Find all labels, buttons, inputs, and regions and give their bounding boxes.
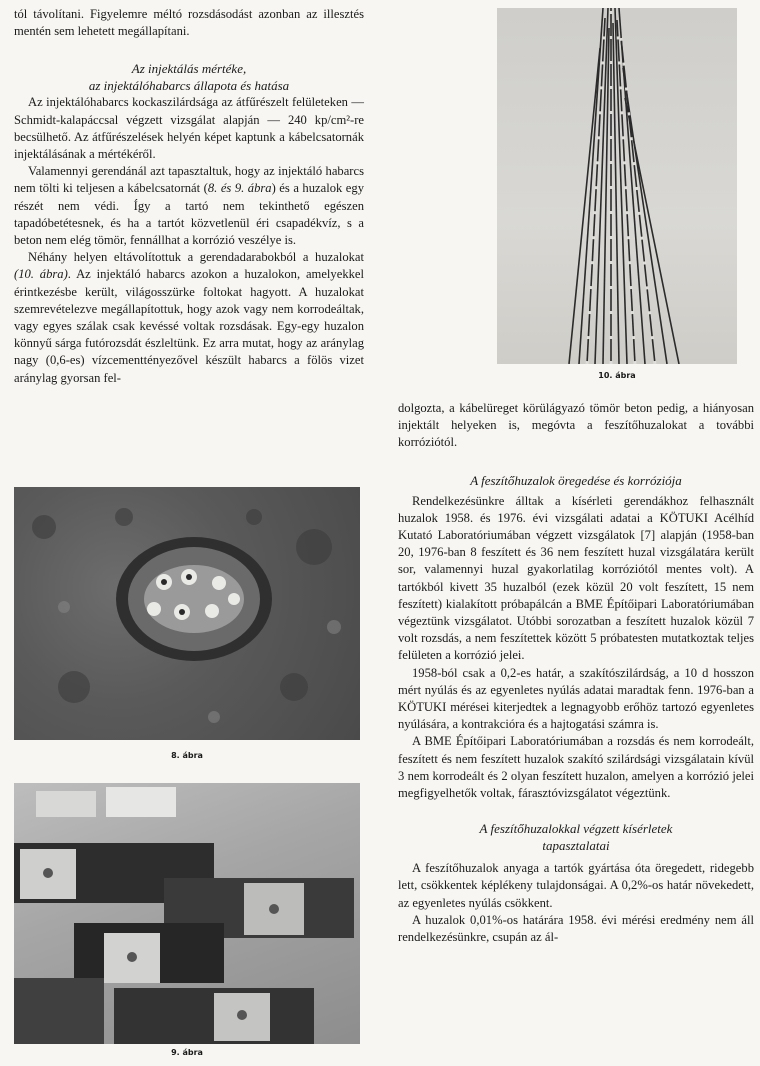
section-heading-injection-line2: az injektálóhabarcs állapota és hatása: [88, 78, 290, 94]
section-heading-aging-corrosion: A feszítőhuzalok öregedése és korróziója: [470, 472, 682, 488]
duct-cross-section-graphic: [14, 487, 360, 740]
figure-9-caption: 9. ábra: [171, 1048, 203, 1057]
paragraph-bme-tests: A BME Építőipari Laboratóriumában a rozsdás és nem korrodeált, feszített és nem feszített huzalok szakító szilárdsági vizsgálatain kívül 3 nem korrodeált és 2 olyan feszített huzalon, amelyen a korrózió jelei megfigyelhetők voltak, fárasztóvizsgálatot végeztünk.: [398, 734, 754, 801]
section-heading-injection-line1: Az injektálás mértéke,: [131, 61, 247, 77]
figure-8-caption: 8. ábra: [171, 751, 203, 760]
paragraph-test-data: Rendelkezésünkre álltak a kísérleti gerendákhoz felhasznált huzalok 1958. és 1976. évi vizsgálati adatai a KÖTUKI Acélhíd Kutató Laboratóriumában végzett vizsgálatok [7] alapján (1958-ban 20, 1976-ban 8 feszített és 36 nem feszített huzal vizsgálatára került sor, valamennyi huzal gyakorlatilag korróziótól mentes volt). A tartókból kivett 35 huzalból (ezek közül 20 volt feszített, 15 nem feszített) kialakított próbapálcán a BME Építőipari Laboratóriumában végeztünk vizsgálatot. Utóbbi sorozatban a feszített huzalok közül 7 volt rozsdás, a nem feszítettek között 5 próbatesten mutatkoztak teljes felületen a korrózió jelei.: [398, 493, 754, 663]
figure-reference: (10. ábra): [14, 267, 68, 282]
paragraph-mortar-strength: Az injektálóhabarcs kockaszilárdsága az átfűrészelt felületeken — Schmidt-kalapáccsal végzett vizsgálat alapján — 240 kp/cm²-re becsülhető. Az átfűrészelések helyén képet kaptunk a kábelcsatornák injektálásának a mértékéről.: [14, 95, 364, 162]
wire-bundle-graphic: [497, 8, 737, 364]
left-column-text: [14, 6, 364, 387]
paragraph-wire-removal: Néhány helyen eltávolítottuk a gerendadarabokból a huzalokat (10. ábra). Az injektáló habarcs azokon a huzalokon, amelyekkel érintkezésbe került, világosszürke foltokat hagyott. A huzalokat szemrevételezve megállapítottuk, hogy azok vagy nem korrodeáltak, vagy egyes szálak csak kevéssé voltak rozsdásak. Egy-egy huzalon könnyű sárga futórozsdát észleltünk. Ez arra mutat, hogy az aránylag nagy (0,6-es) vízcementtényezővel készült habarcs a fölös vizet aránylag gyorsan fel-: [14, 250, 364, 385]
paragraph-aging: A feszítőhuzalok anyaga a tartók gyártása óta öregedett, ridegebb lett, csökkentek képlékeny tulajdonságai. A 0,2%-os határ növekedett, az egyenletes nyúlás csökkent.: [398, 861, 754, 910]
paragraph-injection-extent: Valamennyi gerendánál azt tapasztaltuk, hogy az injektáló habarcs nem tölti ki teljesen a kábelcsatornát (8. és 9. ábra) és a huzalok egy részét nem védi. Így a tartó nem tekinthető egészen tapadóbetétesnek, és ha a tartót közvetlenül éri csapadékvíz, s a beton nem elég tömör, fennállhat a korrózió veszélye is.: [14, 164, 364, 248]
figure-reference: 8. és 9. ábra: [207, 181, 272, 196]
intro-paragraph: tól távolítani. Figyelemre méltó rozsdásodást azonban az illesztés mentén sem lehetett megállapítani.: [14, 7, 364, 39]
paragraph-0.01-limit: A huzalok 0,01%-os határára 1958. évi mérési eredmény nem áll rendelkezésünkre, csupán az ál-: [398, 912, 754, 945]
paragraph-1958-data: 1958-ból csak a 0,2-es határ, a szakítószilárdság, a 10 d hosszon mért nyúlás és az egyenletes nyúlás adatai maradtak fenn. 1976-ban a KÖTUKI mérései kiterjedtek a legnagyobb erőhöz tartozó egyenletes nyúlására, a kontrakcióra és a hajtogatási számra is.: [398, 665, 754, 732]
beam-pieces-graphic: [14, 783, 360, 1044]
figure-8-duct-photo: [14, 487, 360, 740]
figure-10-caption: 10. ábra: [598, 371, 636, 380]
right-column-text: [398, 400, 754, 946]
section-heading-experiences-line2: tapasztalatai: [542, 838, 610, 854]
continuation-paragraph: dolgozta, a kábelüreget körülágyazó tömör beton pedig, a hiányosan injektált helyeken is, megóvta a feszítőhuzalokat a további korróziótól.: [398, 401, 754, 450]
figure-10-wires-photo: [497, 8, 737, 364]
section-heading-experiences-line1: A feszítőhuzalokkal végzett kísérletek: [479, 821, 673, 837]
figure-9-beam-pieces-photo: [14, 783, 360, 1044]
